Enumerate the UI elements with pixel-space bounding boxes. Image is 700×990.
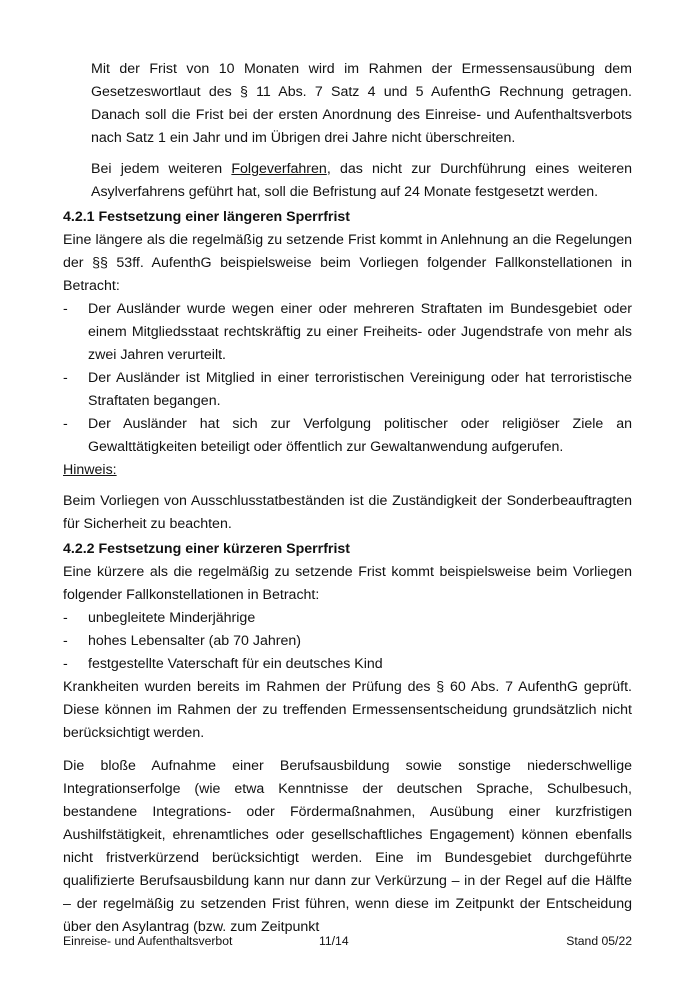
bullet-dash: - xyxy=(63,370,68,386)
bullet-dash: - xyxy=(63,416,68,432)
footer-page-number: 11/14 xyxy=(319,934,349,948)
document-body xyxy=(63,58,632,939)
paragraph-laengere-frist: Eine längere als die regelmäßig zu setzende Frist kommt in Anlehnung an die Regelungen der §§ 53ff. AufenthG beispielsweise beim Vorliegen folgender Fallkonstellationen in Betracht: xyxy=(63,232,632,294)
list-laengere-frist xyxy=(63,298,632,459)
list-item xyxy=(63,367,632,413)
list-item xyxy=(63,298,632,367)
list-item-text: hohes Lebensalter (ab 70 Jahren) xyxy=(88,633,301,649)
bullet-dash: - xyxy=(63,610,68,626)
list-item-text: Der Ausländer hat sich zur Verfolgung politischer oder religiöser Ziele an Gewalttätigkeiten beteiligt oder öffentlich zur Gewaltanwendung aufgerufen. xyxy=(88,416,632,455)
list-item-text: Der Ausländer ist Mitglied in einer terroristischen Vereinigung oder hat terroristische Straftaten begangen. xyxy=(88,370,632,409)
paragraph-text: Bei jedem weiteren xyxy=(91,161,232,177)
paragraph-berufsausbildung: Die bloße Aufnahme einer Berufsausbildung sowie sonstige niederschwellige Integrationserfolge (wie etwa Kenntnisse der deutschen Sprache, Schulbesuch, bestandene Integrations- oder Fördermaßnahmen, Ausübung einer kurzfristigen Aushilfstätigkeit, ehrenamtliches oder gesellschaftliches Engagement) können ebenfalls nicht fristverkürzend berücksichtigt werden. Eine im Bundesgebiet durchgeführte qualifizierte Berufsausbildung kann nur dann zur Verkürzung – in der Regel auf die Hälfte – der regelmäßig zu setzenden Frist führen, wenn diese im Zeitpunkt der Entscheidung über den Asylantrag (bzw. zum Zeitpunkt xyxy=(63,758,632,935)
list-kuerzere-frist xyxy=(63,607,632,676)
heading-4-2-2: 4.2.2 Festsetzung einer kürzeren Sperrfrist xyxy=(63,541,351,557)
list-item-text: Der Ausländer wurde wegen einer oder mehreren Straftaten im Bundesgebiet oder einem Mitgliedsstaat rechtskräftig zu einer Freiheits- oder Jugendstrafe von mehr als zwei Jahren verurteilt. xyxy=(88,301,632,363)
page-footer xyxy=(63,933,632,949)
heading-4-2-1: 4.2.1 Festsetzung einer längeren Sperrfrist xyxy=(63,209,350,225)
hinweis-label-text: Hinweis: xyxy=(63,462,117,478)
list-item xyxy=(63,630,632,653)
bullet-dash: - xyxy=(63,656,68,672)
hinweis-label xyxy=(63,459,632,482)
list-item-text: festgestellte Vaterschaft für ein deutsches Kind xyxy=(88,656,383,672)
footer-version: Stand 05/22 xyxy=(566,934,632,948)
paragraph-text: , das nicht zur Durchführung eines weiteren Asylverfahrens geführt hat, soll die Befristung auf 24 Monate festgesetzt werden. xyxy=(91,161,632,200)
footer-document-title: Einreise- und Aufenthaltsverbot xyxy=(63,934,233,948)
bullet-dash: - xyxy=(63,633,68,649)
bullet-dash: - xyxy=(63,301,68,317)
list-item-text: unbegleitete Minderjährige xyxy=(88,610,256,626)
folgeverfahren-term: Folgeverfahren xyxy=(231,161,327,177)
paragraph-ausschluss: Beim Vorliegen von Ausschlusstatbeständen ist die Zuständigkeit der Sonderbeauftragten für Sicherheit zu beachten. xyxy=(63,493,632,532)
list-item xyxy=(63,653,632,676)
paragraph-frist-10-monate: Mit der Frist von 10 Monaten wird im Rahmen der Ermessensausübung dem Gesetzeswortlaut des § 11 Abs. 7 Satz 4 und 5 AufenthG Rechnung getragen. Danach soll die Frist bei der ersten Anordnung des Einreise- und Aufenthaltsverbots nach Satz 1 ein Jahr und im Übrigen drei Jahre nicht überschreiten. xyxy=(91,61,632,146)
list-item xyxy=(63,607,632,630)
paragraph-krankheiten: Krankheiten wurden bereits im Rahmen der Prüfung des § 60 Abs. 7 AufenthG geprüft. Diese können im Rahmen der zu treffenden Ermessensentscheidung grundsätzlich nicht berücksichtigt werden. xyxy=(63,679,632,741)
list-item xyxy=(63,413,632,459)
paragraph-folgeverfahren xyxy=(63,158,632,204)
paragraph-kuerzere-frist: Eine kürzere als die regelmäßig zu setzende Frist kommt beispielsweise beim Vorliegen folgender Fallkonstellationen in Betracht: xyxy=(63,564,632,603)
